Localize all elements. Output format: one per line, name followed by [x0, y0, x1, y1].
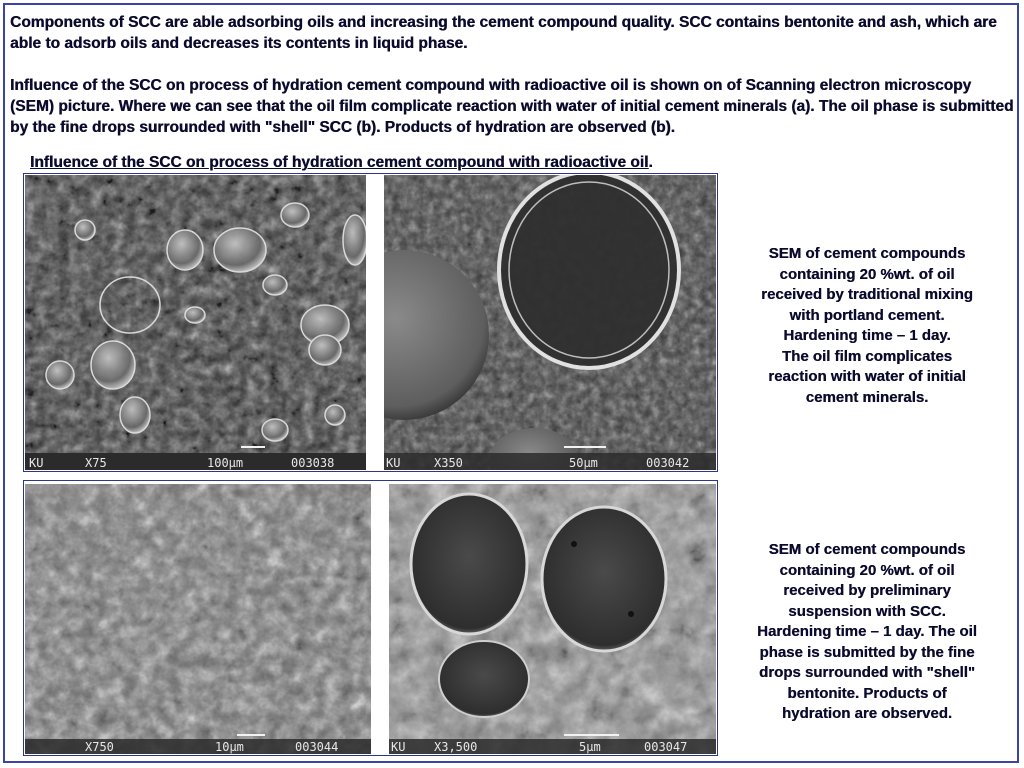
sem-scale-3: 10µm	[215, 740, 244, 754]
sem-code-3: 003044	[295, 740, 339, 754]
sem-image-x3500	[389, 484, 716, 754]
caption-bottom-line: phase is submitted by the fine	[759, 643, 975, 661]
intro-paragraph-1: Components of SCC are able adsorbing oils and increasing the cement compound quality. SCC contains bentonite and ash, which are able to adsorb oils and decreases its contents in liquid phase.	[10, 14, 997, 52]
sem-code-4: 003047	[644, 740, 688, 754]
caption-bottom-line: containing 20 %wt. of oil	[779, 561, 955, 579]
sem-image-x75	[25, 175, 366, 470]
sem-prefix-4: KU	[391, 740, 406, 754]
caption-top-line: containing 20 %wt. of oil	[779, 265, 955, 283]
top-micrograph-panel	[23, 173, 718, 472]
sem-image-x350	[384, 175, 716, 470]
caption-bottom-line: SEM of cement compounds	[768, 541, 966, 558]
sem-scale-2: 50µm	[569, 456, 598, 470]
caption-bottom-line: bentonite. Products of	[787, 684, 947, 702]
sem-image-x750-graphic	[25, 484, 371, 754]
sem-magnification-2: X350	[434, 456, 463, 470]
sem-magnification-4: X3,500	[434, 740, 478, 754]
caption-top-line: cement minerals.	[805, 388, 929, 406]
sem-scale-4: 5µm	[579, 740, 601, 754]
caption-top-line: with portland cement.	[789, 306, 945, 324]
caption-top-line: reaction with water of initial	[768, 368, 966, 385]
caption-top-line: The oil film complicates	[781, 347, 953, 365]
sem-code-2: 003042	[646, 456, 690, 470]
sem-image-x750	[25, 484, 371, 754]
figure-title	[30, 153, 653, 173]
sem-magnification-3: X750	[85, 740, 114, 754]
caption-bottom-line: hydration are observed.	[781, 705, 953, 722]
sem-image-x3500-graphic	[389, 484, 716, 754]
figure-title-text: Influence of the SCC on process of hydration cement compound with radioactive oil	[30, 154, 649, 171]
sem-scale-1: 100µm	[207, 456, 244, 470]
caption-top-line: SEM of cement compounds	[768, 245, 966, 262]
sem-prefix-2: KU	[386, 456, 401, 470]
caption-bottom-line: received by preliminary	[783, 582, 951, 599]
sem-image-x350-graphic	[384, 175, 716, 470]
sem-image-x75-graphic	[25, 175, 366, 470]
sem-prefix-1: KU	[29, 456, 44, 470]
bottom-micrograph-panel	[23, 480, 718, 756]
caption-bottom-line: suspension with SCC.	[788, 602, 946, 620]
figure-title-period: .	[648, 154, 653, 171]
caption-bottom-line: drops surrounded with "shell"	[759, 664, 975, 681]
caption-bottom	[742, 540, 992, 725]
caption-top	[742, 244, 992, 408]
caption-bottom-line: Hardening time – 1 day. The oil	[757, 623, 977, 640]
sem-magnification-1: X75	[85, 456, 107, 470]
sem-code-1: 003038	[291, 456, 335, 470]
caption-top-line: received by traditional mixing	[761, 286, 973, 303]
caption-top-line: Hardening time – 1 day.	[783, 327, 951, 344]
intro-paragraph-2: Influence of the SCC on process of hydration cement compound with radioactive oil is shown on of Scanning electron microscopy (SEM) picture. Where we can see that the oil film complicate reaction with water of initial cement minerals (a). The oil phase is submitted by the fine drops surrounded with "shell" SCC (b). Products of hydration are observed (b).	[10, 77, 1014, 136]
